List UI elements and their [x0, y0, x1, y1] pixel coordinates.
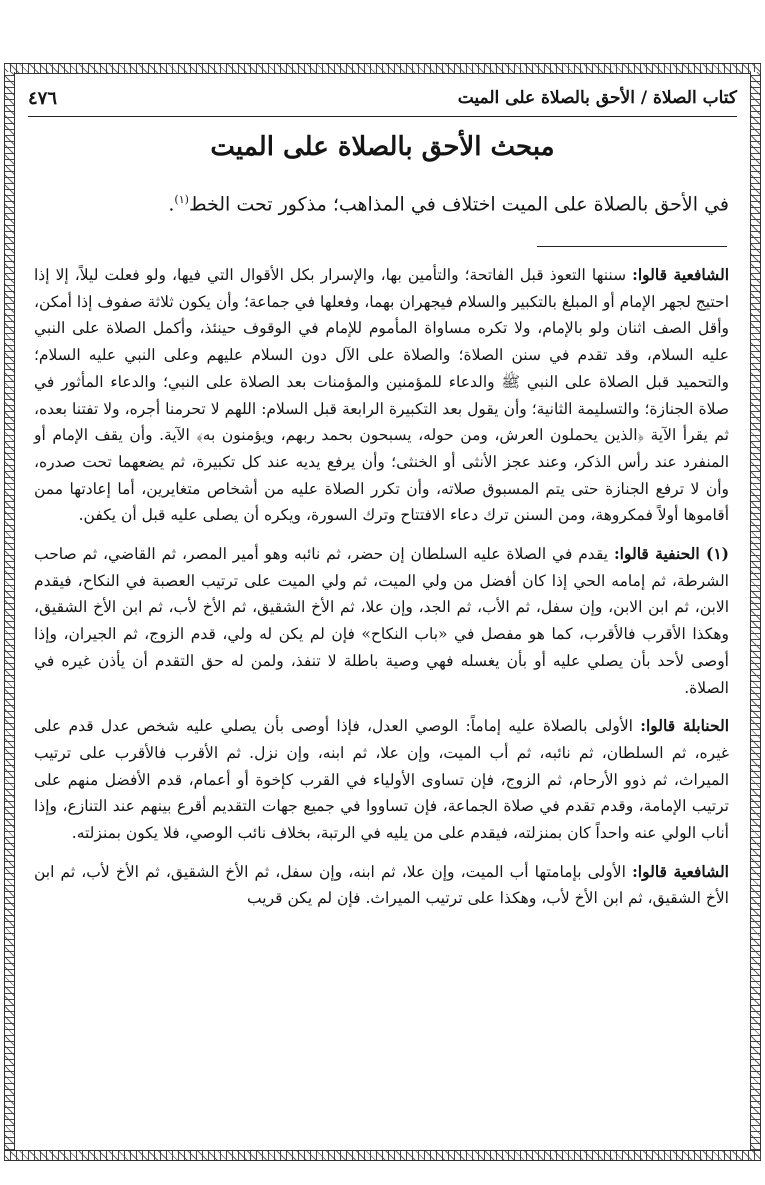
page-border-bottom	[4, 1150, 761, 1161]
paragraph-text: يقدم في الصلاة عليه السلطان إن حضر، ثم نائبه وهو أمير المصر، ثم القاضي، ثم صاحب الشرطة، ثم إمامه الحي إذا كان أفضل من ولي الميت، ثم ولي الميت على ترتيب العصبة في النكاح، فيقدم الابن، ثم ابن الابن، وإن سفل، ثم الأب، ثم الجد، وإن علا، ثم الأخ الشقيق، ثم الأخ لأب، ثم ابن الأخ الشقيق، وهكذا الأقرب فالأقرب، كما هو مفصل في «باب النكاح» فإن لم يكن له ولي، قدم الزوج، ثم الجيران، وإذا أوصى لأحد بأن يصلي عليه أو بأن يغسله فهي وصية باطلة لا تنفذ، ولمن له حق التقدم أن يأذن غيره في الصلاة.	[34, 545, 729, 697]
header-rule	[28, 116, 737, 117]
paragraph-label: الشافعية قالوا:	[632, 265, 729, 284]
paragraph-text: الأولى بالصلاة عليه إماماً: الوصي العدل، فإذا أوصى بأن يصلي عليه شخص عدل قدم على غيره، ثم السلطان، ثم نائبه، ثم أب الميت، وإن علا، ثم ابنه، وإن نزل. ثم الأقرب فالأقرب على ترتيب الميراث، ثم ذوو الأرحام، ثم الزوج، فإن تساوى الأولياء في القرب كإخوة أو أعمام، قدم الأفضل منهم على ترتيب الإمامة، وقدم تقدم في صلاة الجماعة، فإن تساووا في جميع جهات التقديم أقرع بينهم عند التنازع، وإذا أناب الولي عنه واحداً كان بمنزلته، فيقدم على من يليه في الرتبة، بخلاف نائب الوصي، فلا يكون بمنزلته.	[34, 717, 729, 843]
footnotes-body	[34, 262, 729, 924]
footnote-separator	[537, 246, 727, 247]
page-border-right	[750, 72, 761, 1150]
paragraph-text: الأولى بإمامتها أب الميت، وإن علا، ثم ابنه، وإن سفل، ثم الأخ الشقيق، ثم الأخ لأب، ثم ابن الأخ الشقيق، ثم ابن الأخ لأب، وهكذا على ترتيب الميراث. فإن لم يكن قريب	[34, 862, 729, 908]
paragraph-label: الشافعية قالوا:	[632, 861, 729, 881]
running-header	[28, 88, 737, 116]
paragraph-hanafiya	[34, 541, 729, 701]
footnote-marker: (١)	[174, 193, 189, 206]
intro-paragraph	[36, 185, 729, 219]
paragraph-label: الحنابلة قالوا:	[640, 716, 730, 736]
paragraph-hanabila	[34, 713, 729, 847]
intro-text: في الأحق بالصلاة على الميت اختلاف في المذاهب؛ مذكور تحت الخط	[188, 193, 729, 216]
page-number: ٤٧٦	[28, 88, 58, 109]
intro-end: .	[168, 193, 175, 216]
paragraph-shafiiya-imama	[34, 859, 729, 912]
section-title: مبحث الأحق بالصلاة على الميت	[210, 132, 555, 162]
page-border-left	[4, 72, 15, 1150]
paragraph-label: (١) الحنفية قالوا:	[613, 544, 729, 564]
paragraph-shafiiya-sunan	[34, 262, 729, 529]
paragraph-text: سننها التعوذ قبل الفاتحة؛ والتأمين بها، والإسرار بكل الأقوال التي فيها، ولو فعلت ليلاً، إلا إذا احتيج لجهر الإمام أو المبلغ بالتكبير والسلام فيجهران بهما، وفعلها في جماعة؛ وأن يكون ثلاثة صفوف إذا أمكن، وأقل الصف اثنان ولو بالإمام، ولا تكره مساواة المأموم للإمام في الوقوف حينئذ، وأكمل الصلاة على النبي عليه السلام، وقد تقدم في سنن الصلاة؛ والصلاة على الآل دون السلام عليهم وعلى النبي عليه السلام؛ والتحميد قبل الصلاة على النبي ﷺ والدعاء للمؤمنين والمؤمنات بعد الصلاة على النبي؛ والدعاء المأثور في صلاة الجنازة؛ والتسليمة الثانية؛ وأن يقول بعد التكبيرة الرابعة قبل السلام: اللهم لا تحرمنا أجره، ولا تفتنا بعده، ثم يقرأ الآية ﴿الذين يحملون العرش، ومن حوله، يسبحون بحمد ربهم، ويؤمنون به﴾ الآية. وأن يقف الإمام أو المنفرد عند رأس الذكر، وعند عجز الأنثى أو الخنثى؛ وأن يرفع يديه عند كل تكبيرة، ثم يضعهما تحت صدره، وأن لا ترفع الجنازة حتى يتم المسبوق صلاته، وأن تكرر الصلاة عليه من أشخاص متغايرين، أما إعادتها ممن أقاموها أولاً فمكروهة، ومن السنن ترك دعاء الافتتاح وترك السورة، ويكره أن يصلى عليه قبل أن يكفن.	[34, 266, 729, 525]
running-title: كتاب الصلاة / الأحق بالصلاة على الميت	[457, 88, 737, 108]
page-border-top	[4, 63, 761, 74]
